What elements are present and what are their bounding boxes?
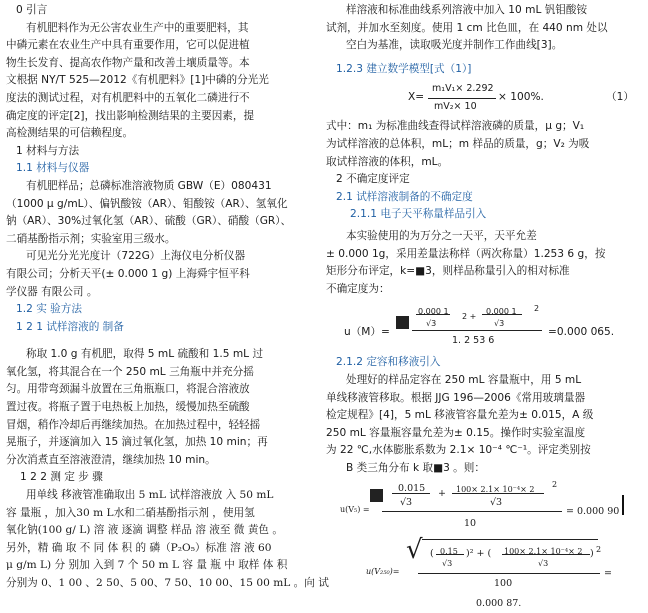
right-column — [326, 0, 644, 613]
paragraph-line: 250 mL 容量瓶容量允差为± 0.15。操作时实验室温度 — [326, 426, 586, 439]
subsection-heading-sample-solution: 2.1 试样溶液制备的不确定度 — [336, 190, 473, 203]
equation-uv5 — [326, 479, 644, 535]
eqv5-a-num: 0.015 — [398, 483, 426, 495]
paragraph-line: 度法的测试过程，对有机肥料中的五氧化二磷进行不 — [6, 91, 250, 104]
paragraph-line: 冒烟，稍作冷却后再继续加热。在加热过程中，轻轻摇 — [6, 418, 261, 431]
equation-1 — [326, 78, 644, 118]
paragraph-line: 氧化钠(100 g/ L) 溶 液 逐滴 调整 样品 溶 液至 微 黄色 。 — [6, 524, 283, 537]
section-heading-uncertainty: 2 不确定度评定 — [336, 173, 410, 186]
paragraph-line: 高检测结果的可信赖程度。 — [6, 127, 134, 140]
paragraph-line: 二硝基酚指示剂；实验室用三级水。 — [6, 232, 176, 245]
paragraph-line: 分别为 0、1 00 、2 50、5 00、7 50、10 00、15 00 mL 。向 试 — [6, 577, 329, 589]
paragraph-line: 有机肥样品；总磷标准溶液物质 GBW（E）080431 — [26, 179, 272, 192]
paragraph-line: μ g/m L) 分 别加 入到 7 个 50 m L 容 量 瓶 中 取样 体 积 — [6, 559, 288, 572]
paragraph-line: 学仪器 有限公司 。 — [6, 285, 98, 298]
equation-uv250 — [326, 537, 644, 599]
equation-um — [326, 302, 644, 352]
paragraph-line: 晃瓶子，并逐滴加入 15 滴过氧化氢，加热 10 min；再 — [6, 436, 268, 449]
subsection-heading-method: 1.2 实 验方法 — [16, 303, 82, 316]
eqm-a-num: 0.000 1 — [418, 307, 449, 317]
eqv5-result: = 0.000 90 — [566, 506, 620, 518]
paragraph-line: 容 量瓶 ，加入30 m L水和二硝基酚指示剂 ，使用氢 — [6, 506, 255, 519]
eqv5-exp: 2 — [552, 480, 558, 490]
eqm-a-den: √3 — [426, 319, 437, 329]
eq1-tail: × 100%. — [498, 91, 544, 104]
eqv250-main-bar — [418, 573, 600, 574]
paragraph-line: 确定度的评定[2]，找出影响检测结果的主要因素，提 — [6, 109, 255, 122]
eqv250-sqrt-bar — [422, 539, 598, 540]
eqv250-lparen-a: ( — [430, 548, 434, 560]
eqm-b-den: √3 — [494, 319, 505, 329]
eqv5-b-num: 100× 2.1× 10⁻⁴× 2 — [456, 485, 535, 495]
paragraph-line: 本实验使用的为万分之一天平，天平允差 — [346, 229, 537, 242]
paragraph-line: 氧化氢，将其混合在一个 250 mL 三角瓶中并充分摇 — [6, 365, 254, 378]
paragraph-line: 另外，精 确 取 不 同 体 积 的 磷（P₂O₅）标准 溶 液 60 — [6, 541, 272, 554]
subsubsection-heading-model: 1.2.3 建立数学模型[式（1）] — [336, 62, 472, 75]
paragraph-line: 取试样溶液的体积，mL。 — [326, 155, 449, 168]
subsubsection-heading-sample-prep: 1 2 1 试样溶液的 制备 — [16, 320, 124, 333]
paragraph-line: 置过夜。将瓶子置于电热板上加热，缓慢加热至硫酸 — [6, 401, 250, 414]
paragraph-line: B 类三角分布 k 取■3 。则： — [346, 461, 485, 474]
paragraph-line: 式中：m₁ 为标准曲线查得试样溶液磷的质量，μ g；V₁ — [326, 120, 585, 133]
eqm-den: 1. 2 53 6 — [452, 335, 495, 347]
paragraph-line: 不确定度为： — [326, 282, 390, 295]
subsubsection-heading-volume: 2.1.2 定容和移液引入 — [336, 356, 441, 369]
paragraph-line: 空白为基准，读取吸光度并制作工作曲线[3]。 — [346, 39, 563, 52]
eqm-plus: 2 + — [462, 312, 477, 322]
eqv250-plus: )² + ( — [466, 548, 492, 560]
eqv5-b-den: √3 — [490, 497, 503, 509]
section-heading-materials-methods: 1 材料与方法 — [16, 144, 80, 157]
subsubsection-heading-balance: 2.1.1 电子天平称量样品引入 — [350, 208, 487, 221]
paragraph-line: 称取 1.0 g 有机肥，取得 5 mL 硫酸和 1.5 mL 过 — [26, 348, 264, 361]
eqv250-den: 100 — [494, 578, 513, 590]
paragraph-line: 分次消煮直至溶液澄清，继续加热 10 min。 — [6, 453, 216, 466]
paragraph-line: 匀。用带弯颈漏斗放置在三角瓶瓶口，将混合溶液放 — [6, 383, 250, 396]
eqv250-result-value: 0.000 87. — [476, 598, 522, 610]
section-heading-intro: 0 引言 — [16, 4, 48, 16]
eqv5-sqrt-icon — [370, 487, 383, 505]
eqm-lhs: u（M）= — [344, 326, 390, 339]
paragraph-line: 检定规程》[4]，5 mL 移液管容量允差为± 0.015，A 级 — [326, 409, 594, 422]
eqv250-exp: 2 — [596, 545, 602, 555]
paragraph-line: （1000 μ g/mL）、偏钒酸铵（AR）、钼酸铵（AR）、氢氧化 — [6, 197, 288, 210]
eqv5-den: 10 — [464, 518, 477, 530]
eqm-main-bar — [412, 330, 542, 331]
eqv250-b-num: 100× 2.1× 10⁻⁴× 2 — [504, 547, 583, 557]
paragraph-line: 试剂，并加水至刻度。使用 1 cm 比色皿，在 440 nm 处以 — [326, 21, 608, 34]
subsubsection-heading-procedure: 1 2 2 测 定 步 骤 — [20, 471, 103, 484]
eqm-sqrt-icon — [396, 314, 409, 332]
paragraph-line: 处理好的样品定容在 250 mL 容量瓶中，用 5 mL — [346, 373, 582, 386]
paragraph-line: 中磷元素在农业生产中具有重要作用，它可以促进植 — [6, 39, 250, 52]
paragraph-line: 文根据 NY/T 525—2012《有机肥料》[1]中磷的分光光 — [6, 74, 269, 87]
subsection-heading-materials: 1.1 材料与仪器 — [16, 162, 90, 175]
eqm-result: =0.000 065. — [548, 326, 615, 339]
paragraph-line: 为试样溶液的总体积，mL；m 样品的质量，g；V₂ 为吸 — [326, 137, 590, 150]
eqv250-a-num: 0.15 — [440, 547, 458, 557]
eqm-b-num: 0.000 1 — [486, 307, 517, 317]
paragraph-line: 钠（AR）、30%过氧化氢（AR）、硫酸（GR）、硝酸（GR）、 — [6, 215, 292, 228]
paragraph-line: 为 22 ℃,水体膨胀系数为 2.1× 10⁻⁴ ℃⁻¹。评定类别按 — [326, 444, 591, 457]
eq1-lhs: X= — [408, 91, 425, 104]
eqm-exp: 2 — [534, 304, 540, 314]
eq1-denominator: mV₂× 10 — [434, 101, 477, 113]
paragraph-line: 单线移液管移取。根据 JJG 196—2006《常用玻璃量器 — [326, 391, 586, 404]
eq1-numerator: m₁V₁× 2.292 — [432, 83, 494, 95]
paragraph-line: 矩形分布评定，k=■3，则样品称量引入的相对标准 — [326, 265, 570, 278]
paragraph-line: 有限公司；分析天平(± 0.000 1 g) 上海舜宇恒平科 — [6, 267, 250, 280]
left-column — [6, 0, 332, 593]
eq1-tag: （1） — [606, 91, 634, 104]
eqv250-lhs: u(V₂₅₀)= — [366, 567, 400, 577]
paragraph-line: 样溶液和标准曲线系列溶液中加入 10 mL 钒钼酸铵 — [346, 4, 588, 16]
eqv5-main-bar — [382, 511, 562, 512]
eqv250-result: = — [604, 568, 612, 580]
eqv5-lhs: u(V₅) = — [340, 505, 370, 515]
paragraph-line: 有机肥料作为无公害农业生产中的重要肥料，其 — [26, 21, 249, 34]
eqv5-plus: + — [438, 488, 446, 500]
eqv250-a-den: √3 — [442, 559, 453, 569]
eqv5-a-den: √3 — [400, 497, 413, 509]
eqv250-rparen: ) — [590, 548, 594, 560]
eqv250-sqrt-icon: √ — [406, 535, 423, 566]
paragraph-line: 用单线 移液管准确取出 5 mL 试样溶液放 入 50 mL — [26, 489, 274, 502]
text-cursor — [622, 495, 624, 515]
paragraph-line: ± 0.000 1g，采用差量法称样（两次称量）1.253 6 g，按 — [326, 247, 606, 260]
eqv250-b-den: √3 — [538, 559, 549, 569]
paragraph-line: 物生长发育、提高农作物产量和改善土壤质量等。本 — [6, 56, 250, 69]
paragraph-line: 可见光分光光度计（722G）上海仪电分析仪器 — [26, 250, 246, 263]
